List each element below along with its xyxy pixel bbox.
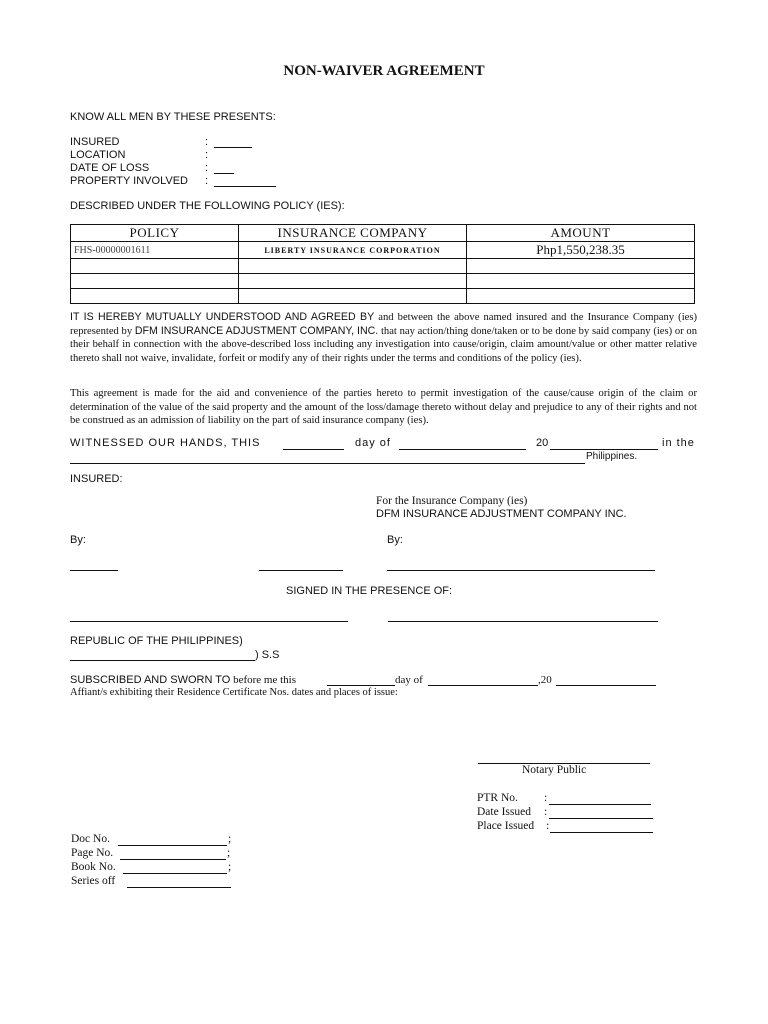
property-colon: : bbox=[205, 175, 209, 187]
subscribed-line bbox=[70, 674, 296, 686]
place-issued-blank[interactable] bbox=[550, 832, 653, 833]
insurer-line1: For the Insurance Company (ies) bbox=[376, 495, 528, 507]
location-label: LOCATION bbox=[70, 149, 126, 161]
table-header-row bbox=[71, 225, 695, 242]
subscribed-lead: SUBSCRIBED AND SWORN TO bbox=[70, 674, 231, 686]
page-no-blank[interactable] bbox=[120, 859, 226, 860]
insured-signature-line[interactable] bbox=[70, 570, 118, 571]
insured-colon: : bbox=[205, 136, 209, 148]
affiant-text: Affiant/s exhibiting their Residence Certificate Nos. dates and places of issue: bbox=[70, 687, 398, 698]
date-issued-blank[interactable] bbox=[549, 818, 653, 819]
ptr-no-label: PTR No. bbox=[477, 792, 518, 804]
amount-cell: Php1,550,238.35 bbox=[467, 242, 695, 259]
subscribed-day-of: day of bbox=[395, 674, 423, 686]
insurance-company-cell: LIBERTY INSURANCE CORPORATION bbox=[239, 242, 467, 259]
intro-text: KNOW ALL MEN BY THESE PRESENTS: bbox=[70, 111, 276, 123]
subscribed-day-blank[interactable] bbox=[327, 685, 395, 686]
agreement-paragraph bbox=[70, 311, 697, 365]
book-no-semicolon: ; bbox=[228, 861, 232, 873]
date-issued-colon: : bbox=[544, 806, 548, 818]
insured-signature-line-2[interactable] bbox=[259, 570, 343, 571]
document-title: NON-WAIVER AGREEMENT bbox=[283, 63, 485, 79]
insured-blank[interactable] bbox=[214, 147, 252, 148]
empty-cell[interactable] bbox=[239, 289, 467, 304]
header-insurance-company: INSURANCE COMPANY bbox=[239, 225, 467, 242]
republic-blank[interactable] bbox=[70, 660, 255, 661]
agreement-lead: IT IS HEREBY MUTUALLY UNDERSTOOD AND AGREED BY bbox=[70, 311, 375, 323]
table-row bbox=[71, 242, 695, 259]
witness-day-blank[interactable] bbox=[283, 449, 344, 450]
subscribed-before: before me this bbox=[230, 674, 297, 686]
witness-country: Philippines. bbox=[586, 451, 638, 462]
subscribed-year-blank[interactable] bbox=[556, 685, 656, 686]
series-blank[interactable] bbox=[127, 887, 231, 888]
insurer-line2: DFM INSURANCE ADJUSTMENT COMPANY INC. bbox=[376, 508, 627, 520]
republic-label: REPUBLIC OF THE PHILIPPINES) bbox=[70, 635, 243, 647]
notary-public-label: Notary Public bbox=[522, 764, 587, 776]
subscribed-month-blank[interactable] bbox=[428, 685, 538, 686]
page-no-semicolon: ; bbox=[227, 847, 231, 859]
subscribed-year-prefix: ,20 bbox=[538, 674, 552, 686]
empty-cell[interactable] bbox=[71, 289, 239, 304]
doc-no-blank[interactable] bbox=[118, 845, 227, 846]
book-no-blank[interactable] bbox=[123, 873, 227, 874]
insurer-signature-line[interactable] bbox=[387, 570, 655, 571]
book-no-label: Book No. bbox=[71, 861, 116, 873]
location-colon: : bbox=[205, 149, 209, 161]
policy-number-cell: FHS-00000001611 bbox=[71, 242, 239, 259]
witness1-signature-line[interactable] bbox=[70, 621, 348, 622]
witness-day-of: day of bbox=[355, 437, 391, 449]
empty-cell[interactable] bbox=[71, 259, 239, 274]
witness-prefix: WITNESSED OUR HANDS, THIS bbox=[70, 437, 261, 449]
doc-no-label: Doc No. bbox=[71, 833, 110, 845]
place-issued-label: Place Issued bbox=[477, 820, 535, 832]
table-row bbox=[71, 259, 695, 274]
date-of-loss-label: DATE OF LOSS bbox=[70, 162, 150, 174]
page-no-label: Page No. bbox=[71, 847, 114, 859]
empty-cell[interactable] bbox=[467, 289, 695, 304]
property-blank[interactable] bbox=[214, 186, 276, 187]
policy-intro: DESCRIBED UNDER THE FOLLOWING POLICY (IES): bbox=[70, 200, 345, 212]
date-issued-label: Date Issued bbox=[477, 806, 531, 818]
header-policy: POLICY bbox=[71, 225, 239, 242]
witness-in-the: in the bbox=[662, 437, 695, 449]
empty-cell[interactable] bbox=[239, 259, 467, 274]
series-label: Series off bbox=[71, 875, 116, 887]
insured-label: INSURED bbox=[70, 136, 120, 148]
policy-table bbox=[70, 224, 695, 304]
agreement-mid: and between the above named insured and the Insurance Company (ies) represented by bbox=[70, 312, 697, 337]
insured-signature-label: INSURED: bbox=[70, 473, 123, 485]
witness-year-blank[interactable] bbox=[550, 449, 658, 450]
agreement-company: DFM INSURANCE ADJUSTMENT COMPANY, INC. bbox=[134, 324, 379, 337]
date-of-loss-colon: : bbox=[205, 162, 209, 174]
empty-cell[interactable] bbox=[467, 259, 695, 274]
place-issued-colon: : bbox=[546, 820, 550, 832]
empty-cell[interactable] bbox=[239, 274, 467, 289]
signed-presence-label: SIGNED IN THE PRESENCE OF: bbox=[286, 585, 453, 597]
witness-year-prefix: 20 bbox=[536, 437, 549, 449]
table-row bbox=[71, 274, 695, 289]
witness-place-blank[interactable] bbox=[70, 463, 585, 464]
table-row bbox=[71, 289, 695, 304]
ss-label: ) S.S bbox=[255, 649, 280, 661]
empty-cell[interactable] bbox=[71, 274, 239, 289]
insured-by-label: By: bbox=[70, 534, 86, 546]
witness2-signature-line[interactable] bbox=[388, 621, 658, 622]
purpose-paragraph: This agreement is made for the aid and convenience of the parties hereto to permit investigation of the cause/cause origin of the claim or determination of the value of the said property and the amount of the loss/damage thereto without delay and prejudice to any of their rights and not be construed as an admission of liability on the part of said insurance company (ies). bbox=[70, 388, 697, 427]
agreement-rest: that nay action/thing done/taken or to be done by said company (ies) or on their behalf in connection with the above-described loss including any investigation into cause/origin, claim amount/value or other matter relative thereto shall not waive, invalidate, forfeit or modify any of their rights under the terms and conditions of the policy (ies). bbox=[70, 325, 697, 364]
ptr-no-blank[interactable] bbox=[549, 804, 651, 805]
witness-month-blank[interactable] bbox=[399, 449, 526, 450]
date-of-loss-blank[interactable] bbox=[214, 173, 234, 174]
insurer-by-label: By: bbox=[387, 534, 403, 546]
doc-no-semicolon: ; bbox=[228, 833, 232, 845]
property-label: PROPERTY INVOLVED bbox=[70, 175, 188, 187]
header-amount: AMOUNT bbox=[467, 225, 695, 242]
ptr-no-colon: : bbox=[544, 792, 548, 804]
empty-cell[interactable] bbox=[467, 274, 695, 289]
